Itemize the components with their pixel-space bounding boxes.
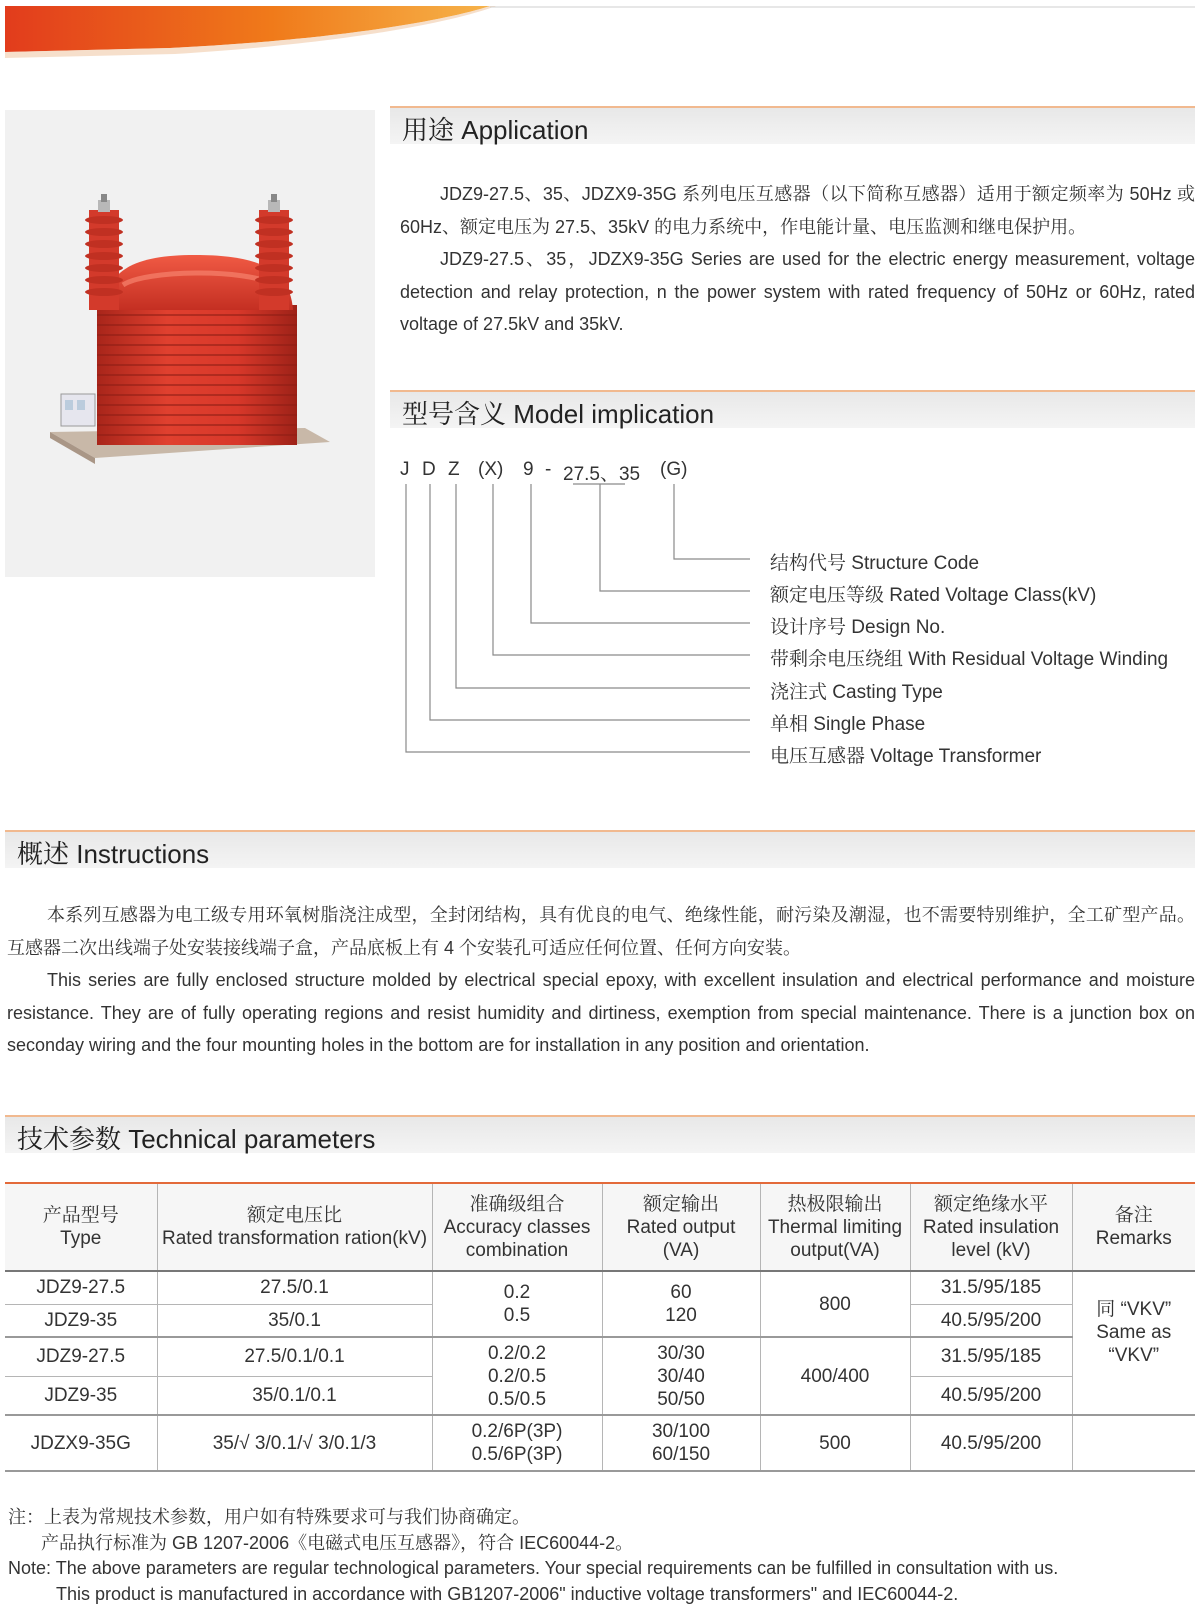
model-legend-item: 单相 Single Phase	[770, 714, 926, 735]
header-accuracy: 准确级组合 Accuracy classes combination	[432, 1183, 602, 1271]
cell-insulation: 40.5/95/200	[910, 1304, 1072, 1337]
model-heading: 型号含义 Model implication	[402, 399, 715, 429]
cell-type: JDZ9-35	[5, 1304, 157, 1337]
cell-type: JDZX9-35G	[5, 1415, 157, 1471]
application-paragraph-cn: JDZ9-27.5、35、JDZX9-35G 系列电压互感器（以下简称互感器）适用于额定频率为 50Hz 或 60Hz、额定电压为 27.5、35kV 的电力系统中，作电能计量、电压监测和继电保护用。	[400, 184, 1195, 237]
header-remarks: 备注 Remarks	[1072, 1183, 1195, 1271]
model-legend-item: 额定电压等级 Rated Voltage Class(kV)	[770, 585, 1097, 606]
model-legend-item: 设计序号 Design No.	[770, 617, 946, 638]
table-header-row	[5, 1183, 1195, 1271]
instructions-paragraph-cn: 本系列互感器为电工级专用环氧树脂浇注成型，全封闭结构，具有优良的电气、绝缘性能，耐污染及潮湿，也不需要特别维护，全工矿型产品。互感器二次出线端子处安装接线端子盒，产品底板上有 4 个安装孔可适应任何位置、任何方向安装。	[7, 905, 1195, 958]
technical-heading-bar	[5, 1115, 1195, 1153]
table-row	[5, 1271, 1195, 1304]
cell-thermal: 400/400	[760, 1337, 910, 1415]
model-code-letter: 27.5、35	[563, 464, 641, 485]
cell-output: 60 120	[602, 1271, 760, 1337]
application-paragraph-en: JDZ9-27.5、35，JDZX9-35G Series are used for the electric energy measurement, voltage detection and relay protection, n the power system with rated frequency of 50Hz or 60Hz, rated voltage of 27.5kV and 35kV.	[400, 249, 1195, 334]
cell-ratio: 27.5/0.1	[157, 1271, 432, 1304]
cell-remarks: 同 “VKV” Same as “VKV”	[1072, 1271, 1195, 1415]
cell-type: JDZ9-35	[5, 1376, 157, 1415]
cell-accuracy: 0.2/0.2 0.2/0.5 0.5/0.5	[432, 1337, 602, 1415]
instructions-heading: 概述 Instructions	[17, 839, 210, 869]
model-code-letter: D	[422, 459, 436, 480]
cell-output: 30/100 60/150	[602, 1415, 760, 1471]
cell-type: JDZ9-27.5	[5, 1337, 157, 1376]
model-legend-item: 带剩余电压绕组 With Residual Voltage Winding	[770, 649, 1169, 670]
notes	[8, 1505, 1198, 1607]
cell-insulation: 40.5/95/200	[910, 1415, 1072, 1471]
cell-remarks-empty	[1072, 1415, 1195, 1471]
header-ratio: 额定电压比 Rated transformation ration(kV)	[157, 1183, 432, 1271]
cell-thermal: 800	[760, 1271, 910, 1337]
cell-insulation: 31.5/95/185	[910, 1337, 1072, 1376]
note-line: 注：上表为常规技术参数，用户如有特殊要求可与我们协商确定。	[8, 1507, 530, 1527]
note-line: Note: The above parameters are regular technological parameters. Your special requirements can be fulfilled in consultation with us.	[8, 1558, 1059, 1578]
cell-type: JDZ9-27.5	[5, 1271, 157, 1304]
model-legend-item: 结构代号 Structure Code	[770, 553, 980, 574]
model-code-letter: -	[545, 459, 552, 480]
header-type: 产品型号 Type	[5, 1183, 157, 1271]
cell-insulation: 40.5/95/200	[910, 1376, 1072, 1415]
model-code-letter: (X)	[478, 459, 504, 480]
cell-ratio: 27.5/0.1/0.1	[157, 1337, 432, 1376]
technical-parameters-table	[5, 1182, 1195, 1472]
instructions-heading-bar	[5, 830, 1195, 868]
note-line: This product is manufactured in accordance with GB1207-2006" inductive voltage transformers" and IEC60044-2.	[56, 1583, 959, 1604]
table-row	[5, 1415, 1195, 1471]
table-row	[5, 1337, 1195, 1376]
instructions-text	[7, 899, 1195, 1062]
model-code-letter: J	[400, 459, 410, 480]
cell-ratio: 35/0.1/0.1	[157, 1376, 432, 1415]
cell-ratio: 35/√ 3/0.1/√ 3/0.1/3	[157, 1415, 432, 1471]
header-thermal: 热极限输出 Thermal limiting output(VA)	[760, 1183, 910, 1271]
technical-heading: 技术参数 Technical parameters	[17, 1124, 376, 1154]
header-output: 额定输出 Rated output (VA)	[602, 1183, 760, 1271]
cell-accuracy: 0.2 0.5	[432, 1271, 602, 1337]
model-legend-item: 浇注式 Casting Type	[770, 682, 943, 703]
cell-ratio: 35/0.1	[157, 1304, 432, 1337]
cell-accuracy: 0.2/6P(3P) 0.5/6P(3P)	[432, 1415, 602, 1471]
model-code-letter: Z	[448, 459, 460, 480]
instructions-paragraph-en: This series are fully enclosed structure molded by electrical special epoxy, with excellent insulation and electrical performance and moisture resistance. They are of fully operating regions and resist humidity and dirtiness, exemption from special maintenance. There is a junction box on seconday wiring and the four mounting holes in the bottom are for installation in any position and orientation.	[7, 970, 1195, 1055]
model-legend-item: 电压互感器 Voltage Transformer	[770, 746, 1042, 767]
model-code-letter: (G)	[660, 459, 688, 480]
cell-output: 30/30 30/40 50/50	[602, 1337, 760, 1415]
note-line: 产品执行标准为 GB 1207-2006《电磁式电压互感器》，符合 IEC60044-2。	[41, 1532, 634, 1553]
cell-insulation: 31.5/95/185	[910, 1271, 1072, 1304]
model-code-letter: 9	[523, 459, 534, 480]
header-insulation: 额定绝缘水平 Rated insulation level (kV)	[910, 1183, 1072, 1271]
application-heading: 用途 Application	[402, 115, 589, 145]
cell-thermal: 500	[760, 1415, 910, 1471]
